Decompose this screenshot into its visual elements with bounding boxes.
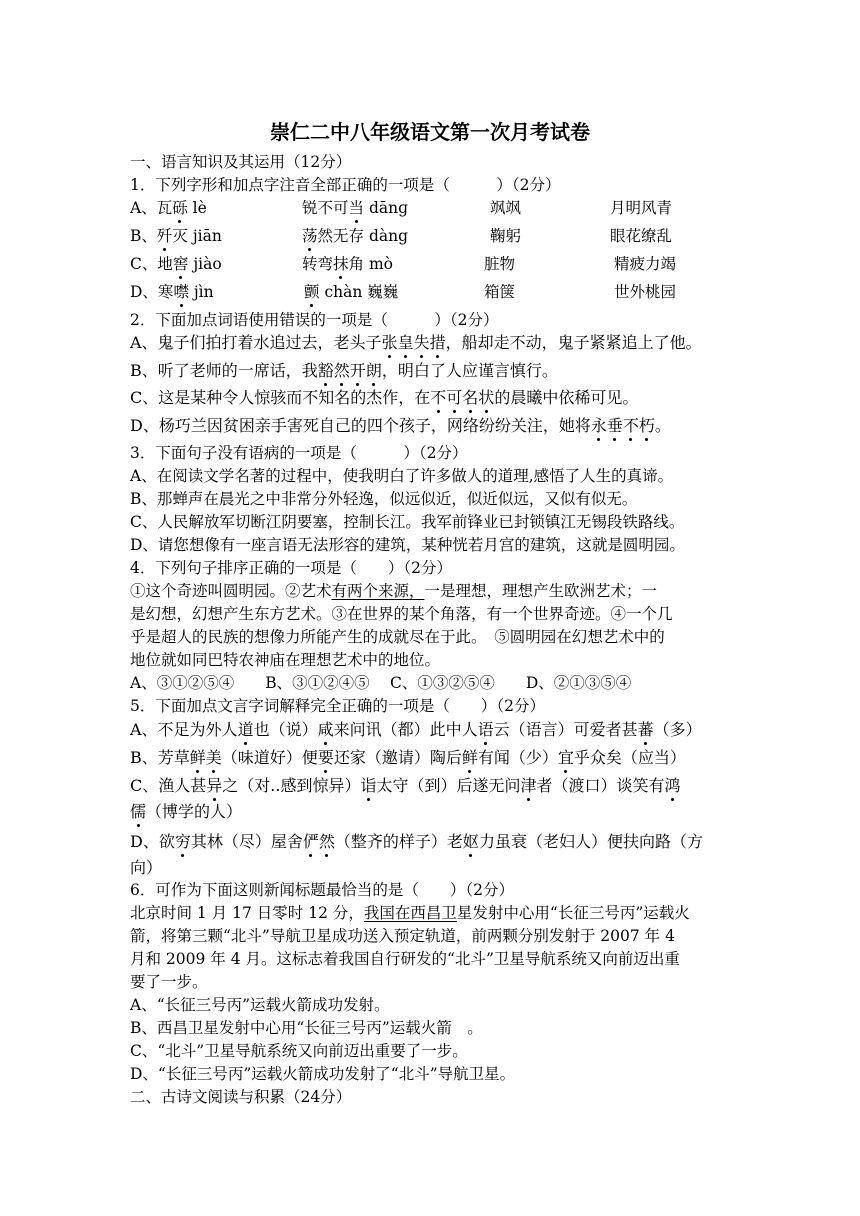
- q1-row-c-col2: 转弯抹角 mò: [302, 255, 393, 273]
- q1-row-b-col3: 鞠躬: [490, 227, 522, 245]
- q1-row-a-col2: 锐不可当 dānɡ: [302, 199, 409, 217]
- q1-row-a-col4: 月明风青: [610, 199, 673, 217]
- q2-option-d: D、杨巧兰因贫困亲手害死自己的四个孩子，网络纷纷关注，她将永垂不朽。: [130, 416, 671, 435]
- q3-option-d: D、请您想像有一座言语无法形容的建筑，某种恍若月宫的建筑，这就是圆明园。: [130, 536, 685, 554]
- q6-news-line-1: 北京时间 1 月 17 日零时 12 分，我国在西昌卫星发射中心用“长征三号丙”运载火: [130, 904, 690, 922]
- q6-option-b: B、西昌卫星发射中心用“长征三号丙”运载火箭 。: [130, 1019, 483, 1037]
- q5-stem: 5．下面加点文言字词解释完全正确的一项是（ ）（2分）: [130, 697, 545, 715]
- q5-option-c-line-2: 儒（博学的人）: [130, 802, 243, 821]
- q1-row-c-col3: 脏物: [484, 255, 516, 273]
- q6-stem: 6．可作为下面这则新闻标题最恰当的是（ ）（2分）: [130, 881, 514, 899]
- q1-row-a-col1: A、瓦砾 lè: [130, 199, 207, 217]
- q2-option-b: B、听了老师的一席话，我豁然开朗，明白了人应谨言慎行。: [130, 361, 558, 380]
- q1-row-b-col2: 荡然无存 dàng: [302, 227, 409, 245]
- q5-option-c-line-1: C、渔人甚异之（对..感到惊异）诣太守（到）后遂无问津者（渡口）谈笑有鸿: [130, 776, 681, 795]
- q5-option-b: B、芳草鲜美（味道好）便要还家（邀请）陶后鲜有闻（少）宜乎众矣（应当）: [130, 748, 686, 767]
- q2-stem: 2．下面加点词语使用错误的一项是（ ）（2分）: [130, 311, 499, 329]
- q1-row-c-col4: 精疲力竭: [614, 255, 677, 273]
- section-1-heading: 一、语言知识及其运用（12分）: [130, 153, 352, 171]
- q5-option-d-line-2: 向）: [130, 858, 163, 877]
- q1-row-d-col3: 箱箧: [484, 283, 516, 301]
- q2-option-a: A、鬼子们拍打着水追过去，老头子张皇失措，船却走不动，鬼子紧紧追上了他。: [130, 333, 702, 352]
- q5-option-a: A、不足为外人道也（说）咸来问讯（都）此中人语云（语言）可爱者甚蕃（多）: [130, 720, 702, 739]
- q4-options: A、③①②⑤④ B、③①②④⑤ C、①③②⑤④ D、②①③⑤④: [130, 674, 632, 692]
- q5-option-d-line-1: D、欲穷其林（尽）屋舍俨然（整齐的样子）老妪力虽衰（老妇人）便扶向路（方: [130, 832, 703, 851]
- q1-row-b-col4: 眼花缭乱: [610, 227, 673, 245]
- q1-row-d-col1: D、寒噤 jìn: [130, 283, 214, 301]
- q4-passage-line-2: 是幻想，幻想产生东方艺术。③在世界的某个角落，有一个世界奇迹。④一个几: [130, 605, 673, 623]
- q4-passage-line-1: ①这个奇迹叫圆明园。②艺术有两个来源，一是理想，理想产生欧洲艺术；一: [130, 582, 658, 600]
- q3-stem: 3．下面句子没有语病的一项是（ ）（2分）: [130, 444, 468, 462]
- q2-option-c: C、这是某种令人惊骇而不知名的杰作，在不可名状的晨曦中依稀可见。: [130, 388, 639, 407]
- q1-row-d-col4: 世外桃园: [614, 283, 677, 301]
- q1-row-d-col2: 颤 chàn 巍巍: [304, 283, 399, 301]
- q6-option-a: A、“长征三号丙”运载火箭成功发射。: [130, 996, 390, 1014]
- q1-stem: 1．下列字形和加点字注音全部正确的一项是（ ）（2分）: [130, 176, 561, 194]
- q6-option-d: D、“长征三号丙”运载火箭成功发射了“北斗”导航卫星。: [130, 1065, 516, 1083]
- q6-news-line-4: 要了一步。: [130, 973, 208, 991]
- q1-row-c-col1: C、地窖 jiào: [130, 255, 222, 273]
- q6-news-line-3: 月和 2009 年 4 月。这标志着我国自行研发的“北斗”卫星导航系统又向前迈出重: [130, 950, 680, 968]
- q4-passage-line-3: 乎是超人的民族的想像力所能产生的成就尽在于此。 ⑤圆明园在幻想艺术中的: [130, 628, 665, 646]
- q3-option-b: B、那蝉声在晨光之中非常分外轻逸，似远似近，似近似远，又似有似无。: [130, 490, 638, 508]
- page-title: 崇仁二中八年级语文第一次月考试卷: [270, 120, 590, 144]
- q6-option-c: C、“北斗”卫星导航系统又向前迈出重要了一步。: [130, 1042, 468, 1060]
- q6-news-line-2: 箭，将第三颗“北斗”导航卫星成功送入预定轨道，前两颗分别发射于 2007 年 4: [130, 927, 675, 945]
- section-2-heading: 二、古诗文阅读与积累（24分）: [130, 1088, 352, 1106]
- q1-row-a-col3: 飒飒: [490, 199, 522, 217]
- q3-option-c: C、人民解放军切断江阴要塞，控制长江。我军前锋业已封锁镇江无锡段铁路线。: [130, 513, 685, 531]
- q4-stem: 4．下列句子排序正确的一项是（ ）（2分）: [130, 559, 452, 577]
- q3-option-a: A、在阅读文学名著的过程中，使我明白了许多做人的道理,感悟了人生的真谛。: [130, 467, 674, 485]
- q1-row-b-col1: B、歼灭 jiān: [130, 227, 222, 245]
- q4-passage-line-4: 地位就如同巴特农神庙在理想艺术中的地位。: [130, 651, 441, 669]
